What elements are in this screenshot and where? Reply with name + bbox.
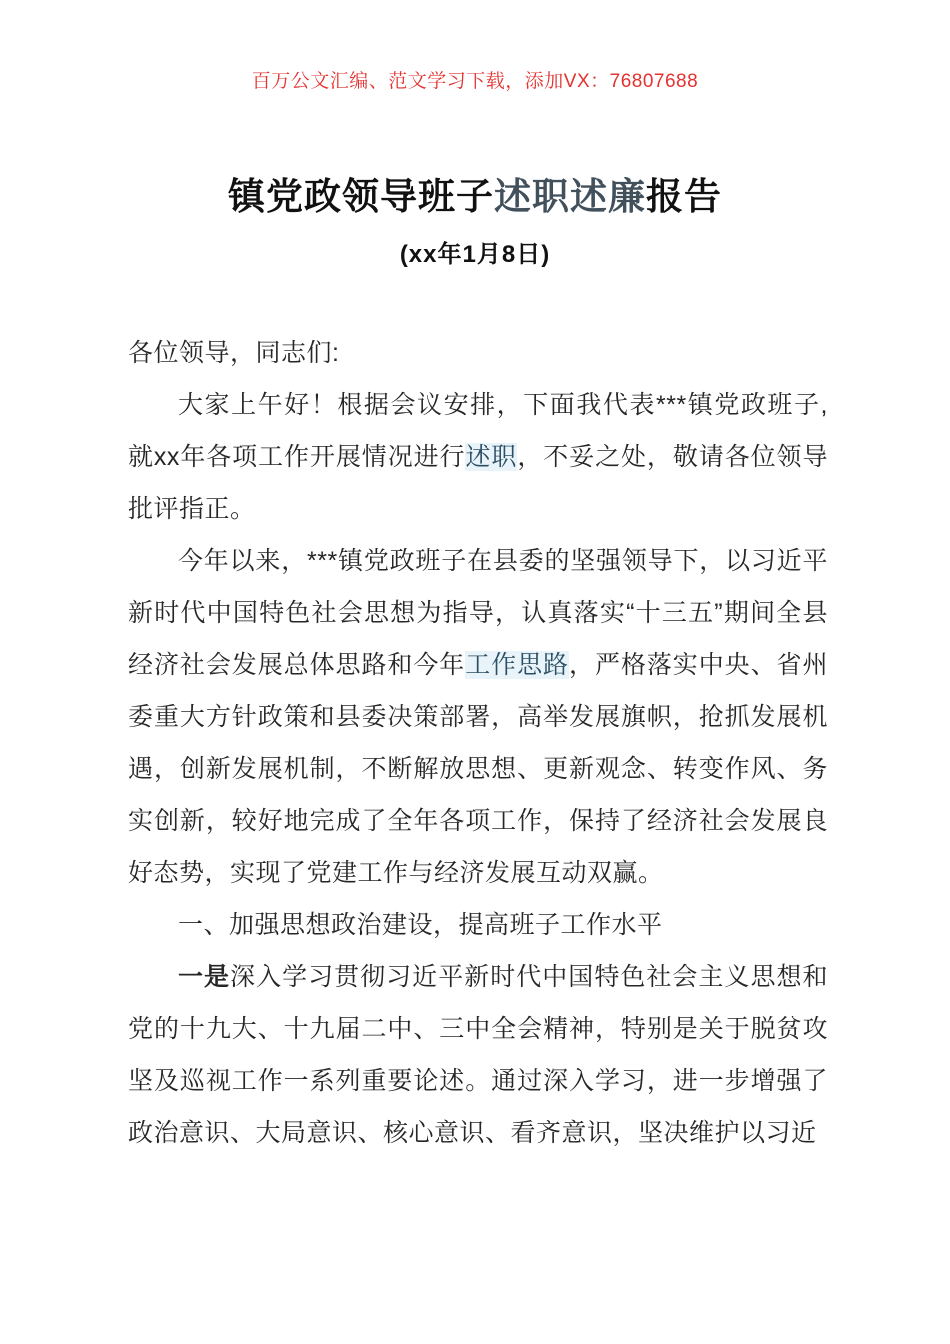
title-keyword-link[interactable]: 述职述廉 (494, 176, 646, 217)
title-text-before: 镇党政领导班子 (228, 176, 494, 217)
text-segment: 大家上午好！根据会议安排，下面我代表***镇党政班子,就xx年各项工作开展情况进行 (128, 391, 828, 472)
bold-lead-in: 一是 (178, 963, 231, 992)
highlighted-keyword-link[interactable]: 述职 (465, 443, 518, 472)
promo-banner-text: 百万公文汇编、范文学习下载，添加VX：76807688 (251, 71, 699, 92)
text-segment: 今年以来，***镇党政班子在县委的坚强领导下，以习近平新时代中国特色社会思想为指导，认真落实“十三五”期间全县经济社会发展总体思路和今年 (128, 547, 828, 680)
text-segment: 深入学习贯彻习近平新时代中国特色社会主义思想和党的十九大、十九届二中、三中全会精神，特别是关于脱贫攻坚及巡视工作一系列重要论述。通过深入学习，进一步增强了政治意识、大局意识、核心意识、看齐意识，坚决维护以习近 (128, 963, 828, 1148)
title-text-after: 报告 (646, 176, 722, 217)
paragraph-container (128, 379, 828, 1159)
text-segment: ，不妥之处，敬请各位领导批评指正。 (128, 443, 828, 524)
point-one-paragraph (128, 951, 828, 1159)
document-date-line: (xx年1月8日) (399, 241, 551, 269)
document-body (128, 327, 828, 1159)
overview-paragraph (128, 535, 828, 899)
highlighted-keyword-link[interactable]: 工作思路 (465, 651, 569, 680)
document-title (0, 175, 950, 219)
text-segment: ，严格落实中央、省州委重大方针政策和县委决策部署，高举发展旗帜，抢抓发展机遇，创新发展机制，不断解放思想、更新观念、转变作风、务实创新，较好地完成了全年各项工作，保持了经济社会发展良好态势，实现了党建工作与经济发展互动双赢。 (128, 651, 828, 888)
text-segment: 一、加强思想政治建设，提高班子工作水平 (178, 911, 663, 940)
section-heading-1 (128, 899, 828, 951)
greeting-paragraph (128, 379, 828, 535)
salutation-line: 各位领导，同志们: (128, 339, 340, 368)
